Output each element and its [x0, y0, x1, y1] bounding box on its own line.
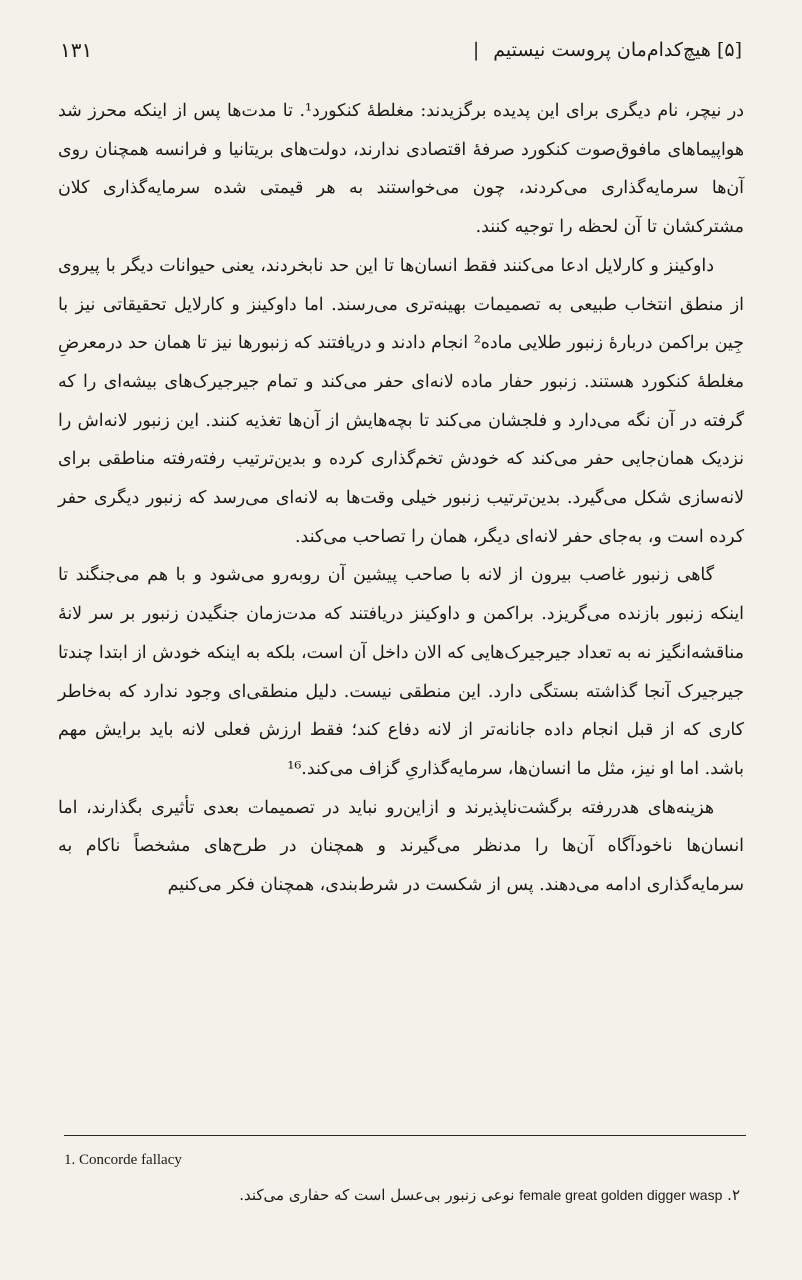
- page-number: ۱۳۱: [60, 38, 93, 62]
- body-text: [58, 92, 744, 905]
- footnote-2-persian: نوعی زنبور بی‌عسل است که حفاری می‌کند.: [239, 1186, 515, 1204]
- footnote-1: 1. Concorde fallacy: [64, 1152, 182, 1168]
- paragraph-4: هزینه‌های هدررفته برگشت‌ناپذیرند و ازاین‌رو نباید در تصمیمات بعدی تأثیری بگذارند، اما انسان‌ها ناخودآگاه آن‌ها را مدنظر می‌گیرند و همچنان در طرح‌های مشخصاً ناکام به سرمایه‌گذاری ادامه می‌دهند. پس از شکست در شرط‌بندی، همچنان فکر می‌کنیم: [58, 797, 744, 896]
- paragraph-1: در نیچر، نام دیگری برای این پدیده برگزیدند: مغلطهٔ کنکورد¹. تا مدت‌ها پس از اینکه محرز شد هواپیماهای مافوق‌صوت کنکورد صرفهٔ اقتصادی ندارند، دولت‌های بریتانیا و فرانسه همچنان روی آن‌ها سرمایه‌گذاری می‌کردند، چون می‌خواستند به هر قیمتی شده سرمایه‌گذاری کلان مشترکشان تا آن لحظه را توجیه کنند.: [58, 101, 744, 238]
- footnote-2-english: female great golden digger wasp: [519, 1187, 723, 1203]
- footnote-2-number: ۲.: [727, 1186, 740, 1204]
- paragraph-3: گاهی زنبور غاصب بیرون از لانه با صاحب پیشین آن روبه‌رو می‌شود و با هم می‌جنگند تا اینکه زنبور بازنده می‌گریزد. براکمن و داوکینز دریافتند که مدت‌زمان جنگیدن زنبور بر سر لانهٔ مناقشه‌انگیز نه به تعداد جیرجیرک‌هایی که الان داخل آن است، بلکه به اینکه خودش از ابتدا چندتا جیرجیرک آنجا گذاشته بستگی دارد. این منطقی نیست. دلیل منطقی‌ای وجود ندارد که به‌خاطر کاری که از قبل انجام داده جانانه‌تر از لانه دفاع کند؛ فقط ارزش فعلی لانه باید برایش مهم باشد. اما او نیز، مثل ما انسان‌ها، سرمایه‌گذاریِ گزاف می‌کند.¹⁶: [58, 565, 744, 779]
- chapter-title: [۵] هیچ‌کدام‌مان پروست نیستیم: [493, 39, 742, 61]
- page-header: [60, 38, 742, 62]
- footnote-2: [239, 1186, 740, 1204]
- header-separator: |: [472, 39, 480, 61]
- paragraph-2: داوکینز و کارلایل ادعا می‌کنند فقط انسان‌ها تا این حد نابخردند، یعنی حیوانات دیگر با پیروی از منطق انتخاب طبیعی به تصمیمات بهینه‌تری می‌رسند. اما داوکینز و کارلایل تحقیقاتی نیز با جِین براکمن دربارهٔ زنبور طلایی ماده² انجام دادند و دریافتند که زنبورها نیز تا همان حد درمعرضِ مغلطهٔ کنکورد هستند. زنبور حفار ماده لانه‌ای حفر می‌کند و تمام جیرجیرک‌های بیشه‌ای را که گرفته در آن نگه می‌دارد و فلجشان می‌کند تا بچه‌هایش از آن‌ها تغذیه کنند. این زنبور لانه‌اش را نزدیک همان‌جایی حفر می‌کند که خودش تخم‌گذاری کرده و بدین‌ترتیب رفته‌رفته مناطقی برای لانه‌سازی شکل می‌گیرد. بدین‌ترتیب زنبور خیلی وقت‌ها به لانه‌ای می‌رسد که زنبور دیگری حفر کرده است و، به‌جای حفر لانه‌ای دیگر، همان را تصاحب می‌کند.: [58, 255, 744, 547]
- footnote-divider: [64, 1135, 746, 1136]
